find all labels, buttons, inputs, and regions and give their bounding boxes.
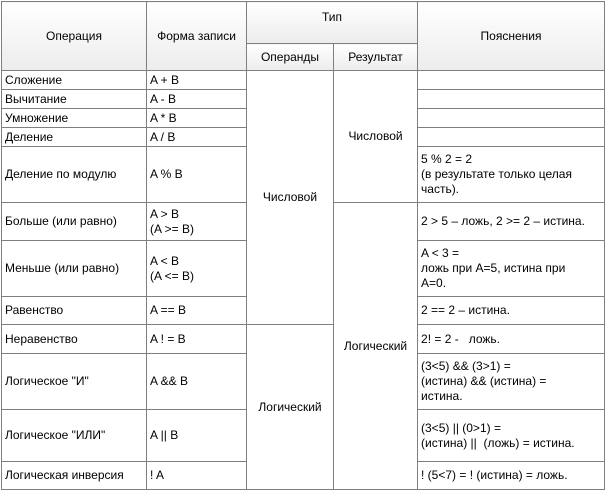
explanation-line: 5 % 2 = 2 (421, 152, 473, 166)
notation-cell (147, 90, 247, 109)
explanation-line: 2 == 2 – истина. (421, 303, 510, 317)
explanation-cell (418, 297, 605, 325)
explanation-line: истина. (421, 389, 463, 403)
header-type: Тип (247, 2, 418, 44)
operation-cell: Логическая инверсия (2, 462, 147, 490)
explanation-line: (истина) && (истина) = (421, 374, 547, 388)
notation-line: (A >= B) (150, 221, 195, 236)
operation-cell: Больше (или равно) (2, 203, 147, 241)
notation-line: ! A (150, 468, 165, 482)
explanation-line: (истина) || (ложь) = истина. (421, 435, 575, 450)
notation-cell (147, 128, 247, 147)
notation-line: (A <= B) (150, 268, 195, 283)
notation-line: A < B (150, 253, 180, 268)
notation-line: A > B (150, 206, 180, 221)
operation-cell: Меньше (или равно) (2, 241, 147, 297)
notation-line: A ! = B (150, 331, 186, 346)
operations-table (1, 1, 605, 490)
explanation-line: A=0. (421, 276, 447, 290)
notation-cell (147, 241, 247, 297)
explanation-line: 2 > 5 – ложь, 2 >= 2 – истина. (421, 214, 585, 228)
notation-line: A && B (150, 374, 189, 388)
header-notation: Форма записи (147, 2, 247, 71)
notation-cell (147, 109, 247, 128)
notation-line: A - B (150, 91, 177, 106)
header-result: Результат (334, 44, 418, 71)
explanation-cell (418, 410, 605, 462)
operands-logical-cell: Логический (247, 325, 334, 490)
operation-cell: Равенство (2, 297, 147, 325)
explanation-line: ! (5<7) = ! (истина) = ложь. (421, 468, 568, 482)
explanation-line: (в результате только целая (421, 167, 572, 181)
explanation-line: (3<5) || (0>1) = (421, 420, 501, 435)
header-operands: Операнды (247, 44, 334, 71)
operation-cell: Вычитание (2, 90, 147, 109)
notation-cell (147, 297, 247, 325)
notation-cell (147, 147, 247, 203)
explanation-line: A < 3 = (421, 246, 460, 260)
operation-cell: Деление по модулю (2, 147, 147, 203)
header-operation: Операция (2, 2, 147, 71)
explanation-cell (418, 128, 605, 147)
operands-numeric-cell: Числовой (247, 71, 334, 325)
notation-line: A == B (150, 303, 187, 317)
result-numeric-cell: Числовой (334, 71, 418, 203)
operation-cell: Сложение (2, 71, 147, 90)
explanation-line: (3<5) && (3>1) = (421, 359, 511, 373)
explanation-line: ложь при A=5, истина при (421, 261, 566, 275)
notation-line: A + B (150, 72, 180, 87)
explanation-cell (418, 147, 605, 203)
notation-line: A / B (150, 129, 176, 144)
header-explanation: Пояснения (418, 2, 605, 71)
explanation-line: 2! = 2 - ложь. (421, 331, 500, 346)
notation-cell (147, 354, 247, 410)
notation-cell (147, 203, 247, 241)
notation-cell (147, 71, 247, 90)
explanation-cell (418, 354, 605, 410)
notation-cell (147, 462, 247, 490)
table-row (2, 325, 605, 354)
notation-line: A * B (150, 110, 177, 125)
operation-cell: Неравенство (2, 325, 147, 354)
result-logical-cell: Логический (334, 203, 418, 490)
operation-cell: Умножение (2, 109, 147, 128)
table-row (2, 71, 605, 90)
explanation-cell (418, 203, 605, 241)
explanation-cell (418, 90, 605, 109)
operation-cell: Логическое "И" (2, 354, 147, 410)
operation-cell: Деление (2, 128, 147, 147)
notation-line: A % B (150, 167, 183, 181)
explanation-cell (418, 71, 605, 90)
explanation-cell (418, 241, 605, 297)
notation-cell (147, 325, 247, 354)
notation-cell (147, 410, 247, 462)
explanation-cell (418, 109, 605, 128)
operation-cell: Логическое "ИЛИ" (2, 410, 147, 462)
explanation-cell (418, 325, 605, 354)
notation-line: A || B (150, 428, 179, 442)
explanation-cell (418, 462, 605, 490)
explanation-line: часть). (421, 182, 460, 196)
